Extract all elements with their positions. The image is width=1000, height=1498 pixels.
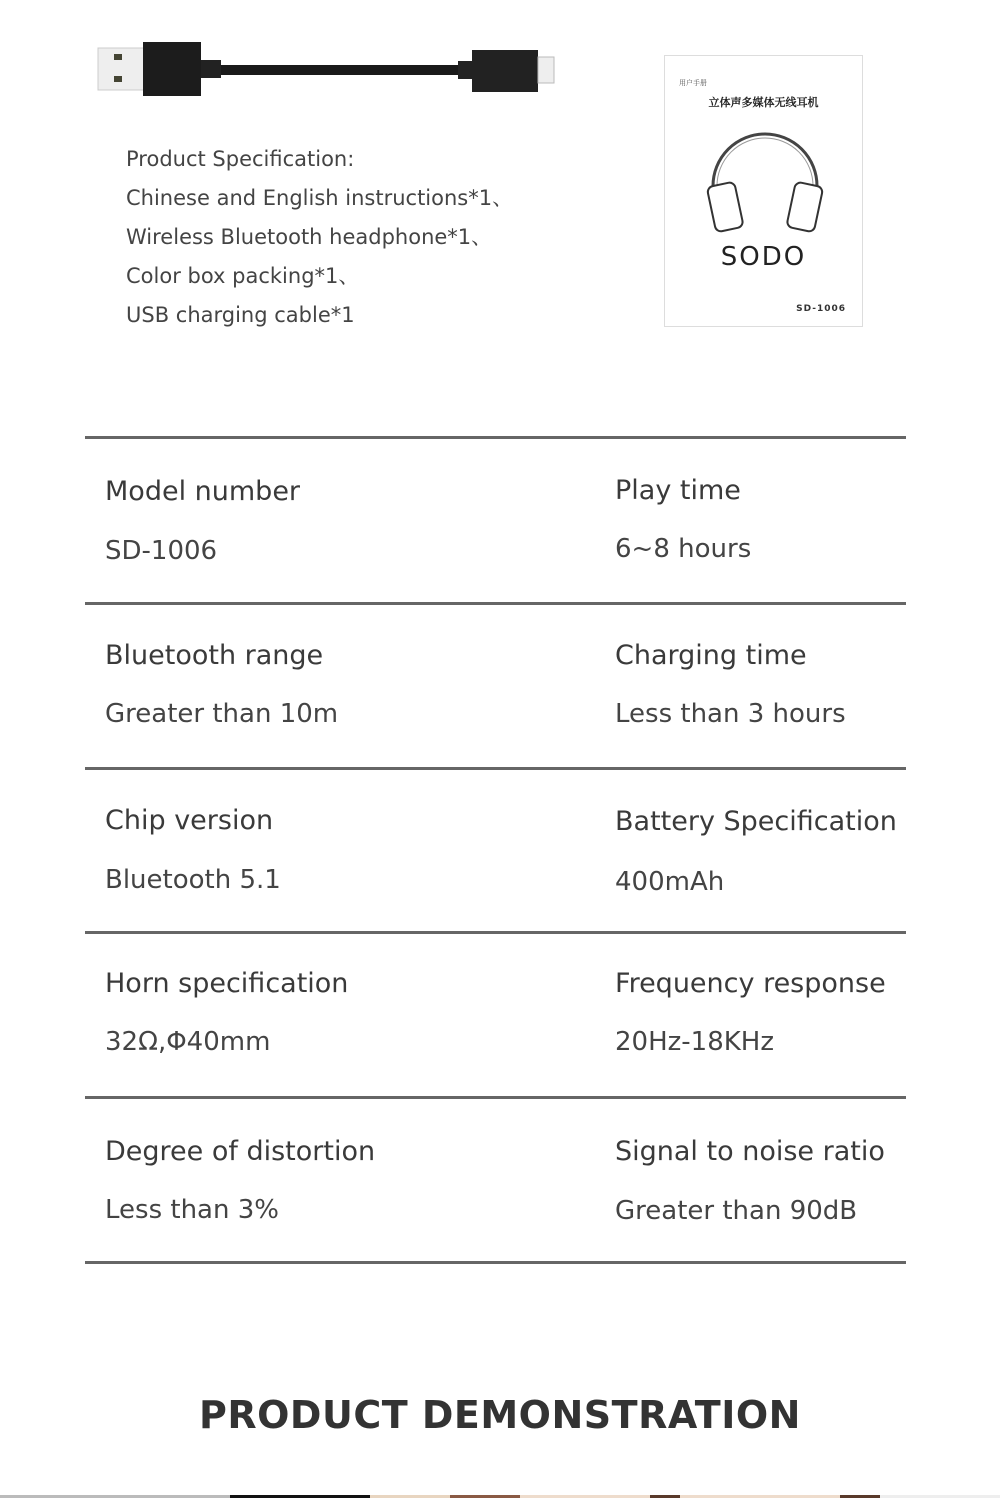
spec-label: Model number <box>105 476 301 507</box>
spec-value: Bluetooth 5.1 <box>105 865 281 895</box>
spec-line: Color box packing*1、 <box>126 264 360 288</box>
product-specification-list <box>126 140 513 335</box>
spec-value: Greater than 10m <box>105 699 339 729</box>
spec-label: Charging time <box>615 640 807 671</box>
spec-value: 20Hz-18KHz <box>615 1027 774 1057</box>
spec-label: Degree of distortion <box>105 1136 376 1167</box>
spec-value: Greater than 90dB <box>615 1196 858 1226</box>
manual-model: SD-1006 <box>796 304 846 314</box>
spec-label: Horn specification <box>105 968 349 999</box>
section-title: PRODUCT DEMONSTRATION <box>199 1393 801 1437</box>
spec-line: USB charging cable*1 <box>126 303 355 327</box>
spec-heading: Product Specification: <box>126 147 355 171</box>
spec-value: 32Ω,Φ40mm <box>105 1027 271 1057</box>
spec-value: 400mAh <box>615 867 725 897</box>
divider <box>85 931 906 934</box>
divider <box>85 767 906 770</box>
spec-label: Signal to noise ratio <box>615 1136 885 1167</box>
divider <box>85 1096 906 1099</box>
user-manual-image <box>664 55 863 327</box>
divider <box>85 1261 906 1264</box>
spec-label: Frequency response <box>615 968 886 999</box>
manual-title: 立体声多媒体无线耳机 <box>708 96 819 109</box>
spec-label: Battery Specification <box>615 806 897 837</box>
spec-line: Wireless Bluetooth headphone*1、 <box>126 225 493 249</box>
manual-label: 用户手册 <box>679 79 707 87</box>
usb-cable-image <box>96 40 556 100</box>
spec-value: Less than 3% <box>105 1195 279 1225</box>
spec-label: Chip version <box>105 805 274 836</box>
spec-label: Bluetooth range <box>105 640 324 671</box>
headphone-icon <box>705 126 825 236</box>
spec-label: Play time <box>615 475 741 506</box>
divider <box>85 436 906 439</box>
spec-value: Less than 3 hours <box>615 699 846 729</box>
divider <box>85 602 906 605</box>
sodo-logo: SODO <box>720 242 807 272</box>
spec-value: SD-1006 <box>105 536 218 566</box>
spec-line: Chinese and English instructions*1、 <box>126 186 514 210</box>
spec-value: 6~8 hours <box>615 534 752 564</box>
